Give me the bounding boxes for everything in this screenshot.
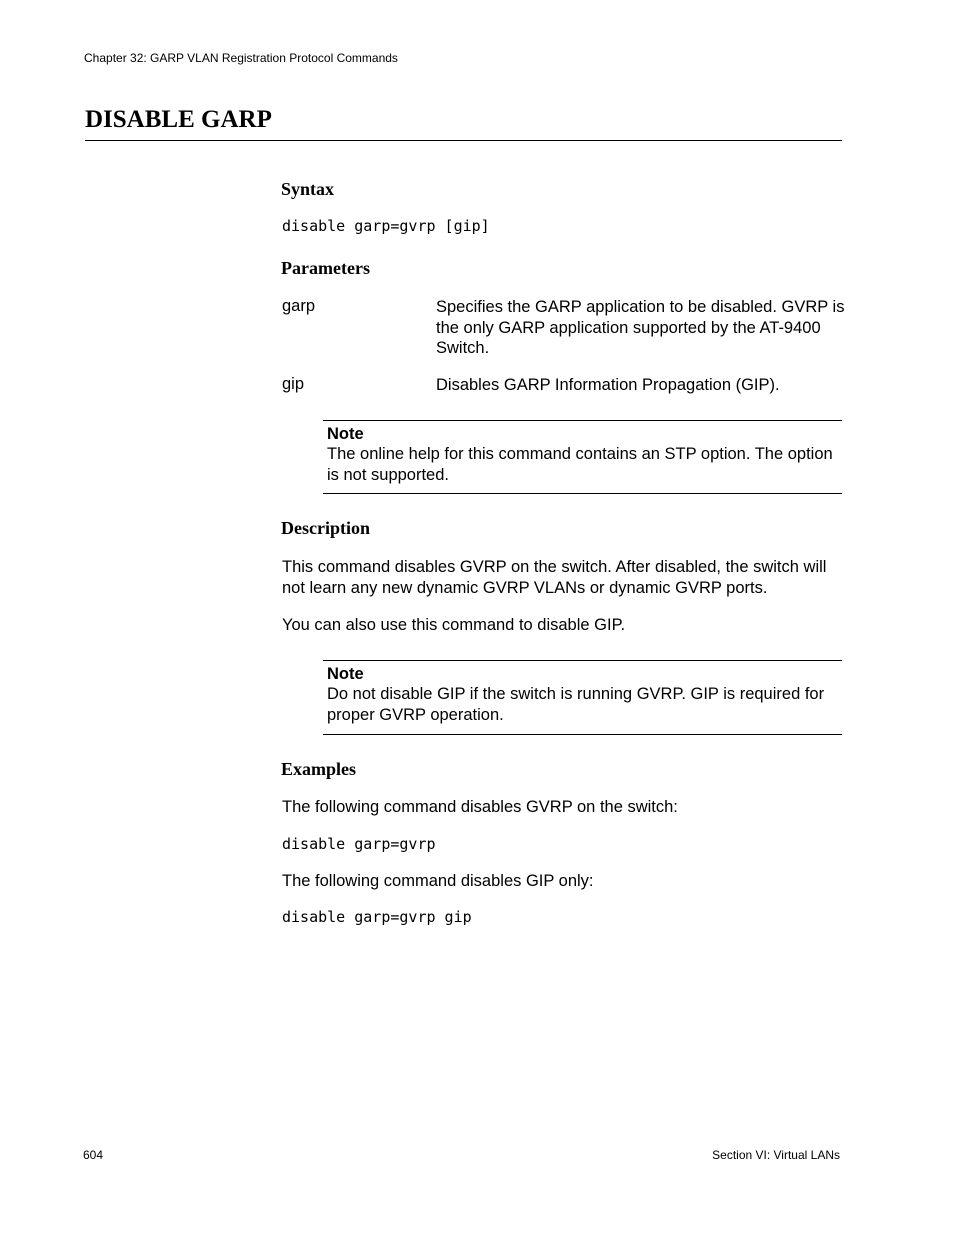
parameters-heading: Parameters	[281, 258, 370, 278]
description-paragraph-2: You can also use this command to disable GIP.	[282, 616, 626, 634]
note-text: The online help for this command contains an STP option. The option is not supported.	[327, 445, 833, 484]
syntax-command: disable garp=gvrp [gip]	[282, 217, 490, 235]
example-intro-1: The following command disables GVRP on the switch:	[282, 798, 678, 816]
note-label: Note	[327, 665, 364, 683]
param-name-garp: garp	[282, 297, 316, 315]
note-box-gip	[323, 660, 842, 735]
example-command-2: disable garp=gvrp gip	[282, 908, 472, 926]
examples-heading: Examples	[281, 759, 357, 779]
description-heading: Description	[281, 518, 370, 538]
param-desc-gip: Disables GARP Information Propagation (GIP).	[436, 376, 780, 394]
note-label: Note	[327, 425, 364, 443]
param-desc-garp: Specifies the GARP application to be disabled. GVRP is the only GARP application supported by the AT-9400 Switch.	[436, 298, 845, 357]
example-command-1: disable garp=gvrp	[282, 835, 436, 853]
footer-section: Section VI: Virtual LANs	[712, 1148, 840, 1162]
title-divider	[85, 140, 842, 141]
note-box-stp	[323, 420, 842, 494]
description-paragraph-1: This command disables GVRP on the switch. After disabled, the switch will not learn any new dynamic GVRP VLANs or dynamic GVRP ports.	[282, 558, 827, 597]
chapter-header: Chapter 32: GARP VLAN Registration Protocol Commands	[84, 51, 398, 65]
page-title: DISABLE GARP	[85, 106, 272, 133]
example-intro-2: The following command disables GIP only:	[282, 872, 594, 890]
param-name-gip: gip	[282, 375, 305, 393]
page-number: 604	[83, 1148, 104, 1162]
syntax-heading: Syntax	[281, 179, 335, 199]
note-text: Do not disable GIP if the switch is running GVRP. GIP is required for proper GVRP operation.	[327, 685, 825, 724]
